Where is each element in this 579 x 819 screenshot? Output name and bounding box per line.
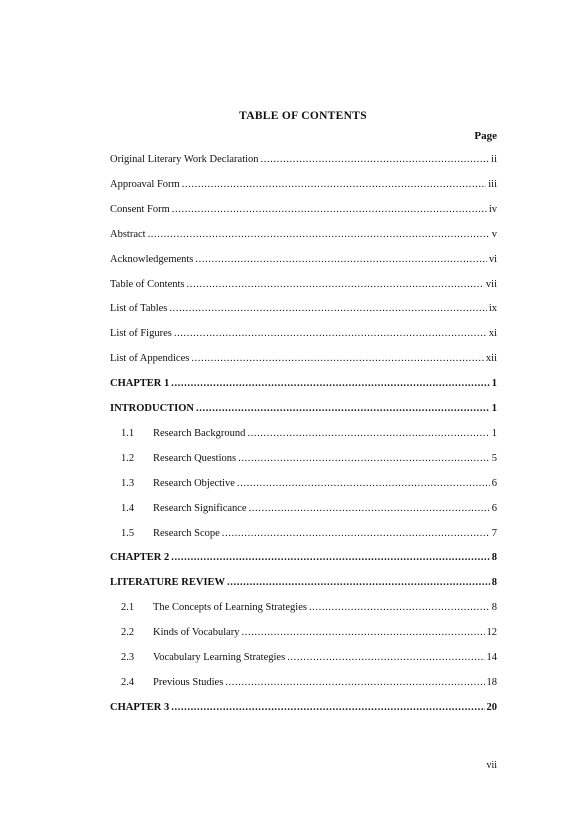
toc-entry (110, 623, 497, 639)
toc-dot-leader (225, 677, 484, 689)
toc-dot-leader (261, 154, 490, 166)
toc-dot-leader (247, 428, 489, 440)
toc-entry-label: Kinds of Vocabulary (153, 627, 240, 639)
toc-entry-page: 6 (491, 477, 497, 489)
toc-entry (110, 299, 497, 315)
toc-entry-number: 2.3 (121, 652, 135, 663)
toc-entry (110, 225, 497, 241)
toc-entry-page: v (491, 228, 497, 240)
toc-dot-leader (171, 552, 490, 564)
toc-entry (110, 150, 497, 166)
toc-entry-number: 1.3 (121, 477, 135, 489)
toc-entry-page: vi (488, 253, 497, 265)
toc-entry (110, 598, 497, 614)
toc-entry (110, 175, 497, 191)
toc-entry-number: 2.4 (121, 676, 135, 688)
page-title: TABLE OF CONTENTS (239, 110, 367, 122)
toc-entry-label: CHAPTER 3 (110, 701, 170, 713)
page-column-header: Page (474, 130, 497, 142)
toc-dot-leader (174, 328, 487, 340)
toc-entry (110, 573, 497, 589)
toc-entry (110, 698, 497, 714)
toc-entry-label: Vocabulary Learning Strategies (153, 652, 286, 663)
toc-entry (110, 548, 497, 564)
toc-dot-leader (182, 179, 487, 191)
toc-dot-leader (242, 627, 485, 639)
toc-entry (110, 673, 497, 689)
toc-entry-label: CHAPTER 1 (110, 378, 170, 390)
toc-entry-page: vii (485, 278, 497, 290)
toc-entry-page: 20 (486, 701, 497, 713)
toc-dot-leader (171, 378, 490, 390)
toc-entry-page: 8 (491, 577, 497, 589)
toc-dot-leader (187, 279, 484, 291)
toc-entry (110, 200, 497, 216)
toc-entry-number: 1.5 (121, 527, 135, 539)
toc-entry (110, 374, 497, 390)
toc-entry-label: INTRODUCTION (110, 403, 195, 414)
toc-entry-label: Research Scope (153, 527, 220, 539)
toc-entry-label: The Concepts of Learning Strategies (153, 602, 307, 614)
toc-entry-page: ix (488, 303, 497, 315)
toc-entry-label: List of Tables (110, 303, 168, 315)
toc-entry-page: 12 (486, 627, 497, 639)
toc-entry-label: List of Appendices (110, 353, 190, 365)
toc-entry (110, 349, 497, 365)
toc-entry-page: 7 (491, 527, 497, 539)
toc-entry-label: Previous Studies (153, 676, 224, 688)
toc-entry-page: xi (488, 328, 497, 340)
toc-dot-leader (172, 204, 487, 216)
toc-dot-leader (287, 652, 484, 664)
toc-dot-leader (237, 478, 490, 490)
toc-entry-label: Acknowledgements (110, 253, 194, 265)
toc-entry-label: CHAPTER 2 (110, 552, 170, 564)
toc-entry-label: List of Figures (110, 328, 172, 340)
toc-dot-leader (309, 602, 490, 614)
toc-entry-label: Research Questions (153, 452, 237, 464)
toc-dot-leader (249, 503, 490, 515)
toc-dot-leader (169, 303, 486, 315)
toc-entry-label: Research Objective (153, 477, 235, 489)
toc-entry (110, 524, 497, 540)
toc-dot-leader (227, 577, 490, 589)
toc-entry-page: ii (491, 154, 497, 165)
toc-entry (110, 424, 497, 440)
toc-dot-leader (191, 353, 484, 365)
toc-entry-number: 1.1 (121, 427, 135, 439)
toc-dot-leader (195, 254, 486, 266)
toc-entry-number: 1.4 (121, 502, 135, 514)
toc-entry (110, 275, 497, 291)
toc-entry-page: 8 (491, 602, 497, 614)
toc-dot-leader (171, 702, 484, 714)
toc-entry-number: 1.2 (121, 452, 135, 464)
toc-entry (110, 399, 497, 415)
toc-entry (110, 449, 497, 465)
toc-entry (110, 648, 497, 664)
toc-entry-page: 6 (491, 502, 497, 514)
toc-entry-label: Research Significance (153, 502, 247, 514)
toc-entry-number: 2.1 (121, 602, 135, 614)
toc-entry-label: Original Literary Work Declaration (110, 154, 259, 165)
toc-dot-leader (196, 403, 490, 415)
toc-entry-page: 5 (491, 452, 497, 464)
toc-dot-leader (238, 453, 490, 465)
toc-entry-page: 1 (491, 427, 497, 439)
toc-entry-label: Consent Form (110, 203, 170, 215)
toc-entry (110, 499, 497, 515)
toc-entry-page: xii (485, 353, 497, 365)
toc-entry-page: 8 (491, 552, 497, 564)
toc-entry-label: Research Background (153, 427, 246, 439)
toc-entry-label: Approaval Form (110, 178, 180, 190)
toc-dot-leader (148, 229, 490, 241)
toc-entry (110, 474, 497, 490)
toc-dot-leader (222, 528, 490, 540)
toc-entry-page: 1 (491, 403, 497, 414)
toc-entry-label: LITERATURE REVIEW (110, 577, 226, 589)
toc-entry-page: iii (488, 178, 497, 190)
toc-entry-page: 1 (491, 378, 497, 390)
toc-entry (110, 324, 497, 340)
toc-entry-page: 18 (486, 676, 497, 688)
toc-entry-page: iv (488, 203, 497, 215)
toc-entry-page: 14 (486, 652, 497, 663)
toc-entry-number: 2.2 (121, 627, 135, 639)
toc-entry (110, 250, 497, 266)
toc-entry-label: Table of Contents (110, 278, 185, 290)
toc-entry-label: Abstract (110, 228, 146, 240)
footer-page-number: vii (486, 760, 497, 771)
